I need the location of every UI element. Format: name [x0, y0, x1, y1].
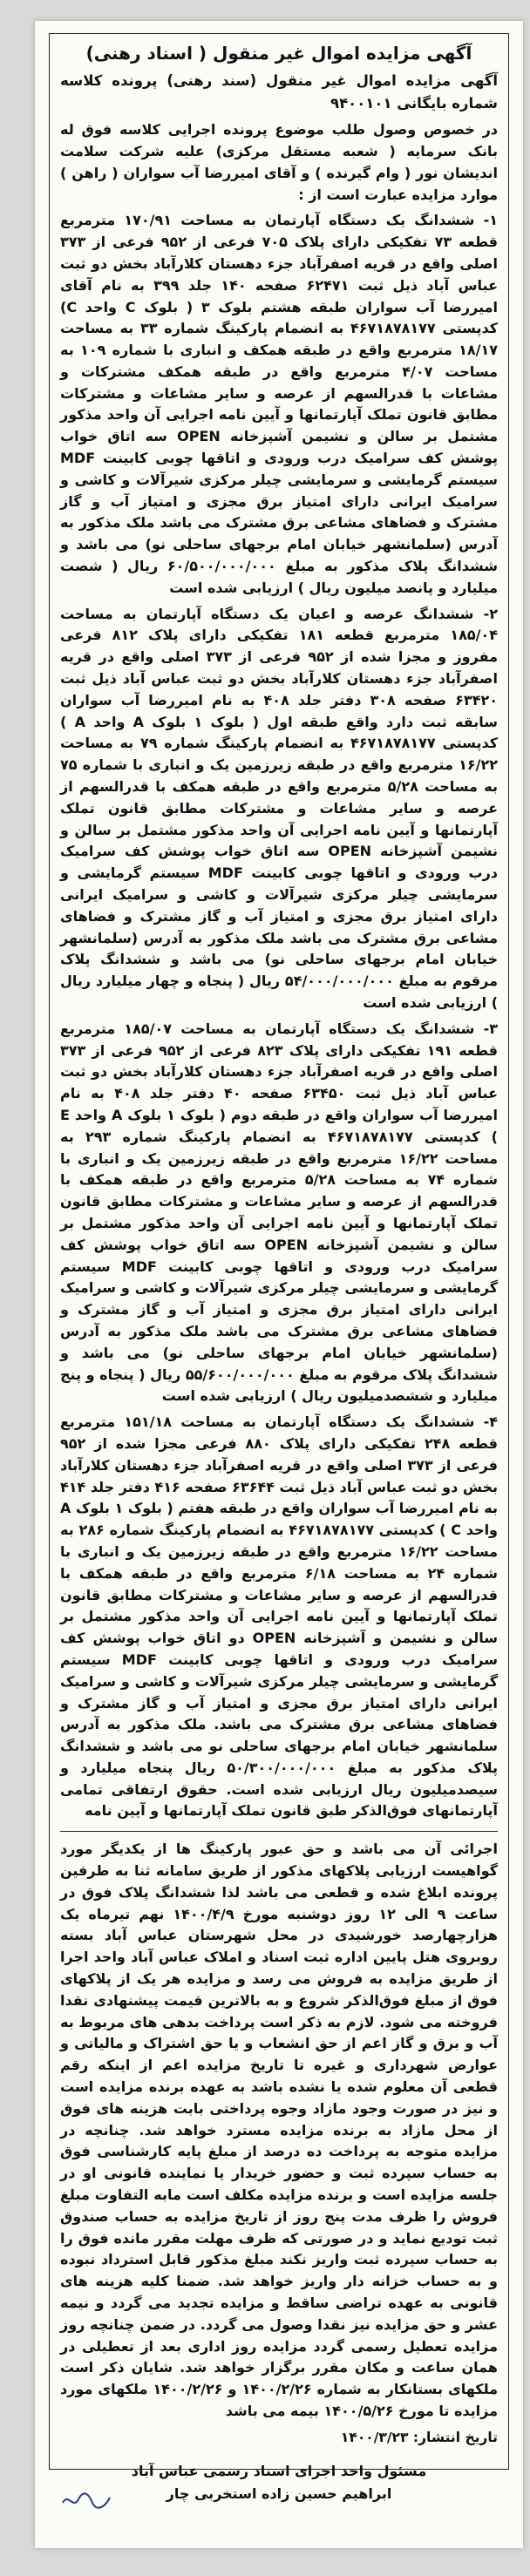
- auction-item-4: ۴- ششدانگ یک دستگاه آپارتمان به مساحت ۱۵۱/۱۸ مترمربع قطعه ۲۴۸ تفکیکی دارای پلاک ۸۸۰ فرعی مجزا شده از ۹۵۲ فرعی از ۳۷۳ اصلی واقع در قریه اصفرآباد جزء دهستان کلارآباد بخش دو ثبت عباس آباد ذیل ثبت ۶۳۶۴۴ صفحه ۴۱۶ دفتر جلد ۴۱۴ به نام امیررضا آب سواران واقع در طبقه هفتم ( بلوک ۱ بلوک A واحد C ) کدپستی ۴۶۷۱۸۷۸۱۷۷ به انضمام پارکینگ شماره ۲۸۶ به مساحت ۱۶/۲۲ مترمربع واقع در طبقه زیرزمین یک و انباری با شماره ۲۴ به مساحت ۶/۱۸ مترمربع واقع در طبقه همکف با قدرالسهم از عرصه و سایر مشاعات و مشترکات مطابق قانون تملک آپارتمانها و آیین نامه اجرایی آن واحد مذکور مشتمل بر سالن و نشیمن و آشپزخانه OPEN دو اتاق خواب پوشش کف سرامیک درب ورودی و اتاقها چوبی کابینت MDF سیستم گرمایشی و سرمایشی چیلر مرکزی شیرآلات و کاشی و سرامیک ایرانی دارای امتیاز برق مجزی و امتیاز آب و گاز مشترک و فضاهای مشاعی برق مشترک می باشد. ملک مذکور به آدرس سلمانشهر خیابان امام برجهای ساحلی نو می باشد و ششدانگ پلاک مذکور به مبلغ ۵۰/۳۰۰/۰۰۰/۰۰۰ ریال پنجاه میلیارد و سیصدمیلیون ریال ارزیابی شده است. حقوق ارتفاقی تمامی آپارتمانهای فوق‌الذکر طبق قانون تملک آپارتمانها و آیین نامه: [60, 1413, 499, 1820]
- newspaper-clipping: [35, 21, 523, 2548]
- publish-date-label: تاریخ انتشار:: [412, 2429, 498, 2445]
- auction-item-1: ۱- ششدانگ یک دستگاه آپارتمان به مساحت ۱۷۰/۹۱ مترمربع قطعه ۷۳ تفکیکی دارای پلاک ۷۰۵ فرعی از ۹۵۲ فرعی از ۳۷۳ اصلی واقع در قریه اصفرآباد جزء دهستان کلارآباد بخش دو ثبت عباس آباد ذیل ثبت ۶۲۴۷۱ صفحه ۱۴۰ جلد ۳۹۹ به نام آقای امیررضا آب سواران طبقه هشتم بلوک ۳ ( بلوک C واحد C) کدپستی ۴۶۷۱۸۷۸۱۷۷ به انضمام پارکینگ شماره ۳۳ به مساحت ۱۸/۱۷ مترمربع واقع در طبقه همکف و انباری با شماره ۱۰۹ به مساحت ۴/۰۷ مترمربع واقع در طبقه همکف مشترکات و مشاعات با قدرالسهم از عرصه و سایر مشاعات و مشترکات مطابق قانون تملک آپارتمانها و آیین نامه اجرایی آن واحد مذکور مشتمل بر سالن و نشیمن آشپزخانه OPEN سه اتاق خواب پوشش کف سرامیک درب ورودی و اتاقها چوبی کابینت MDF سیستم گرمایشی و سرمایشی چیلر مرکزی شیرآلات و کاشی و سرامیک ایرانی دارای امتیاز برق مجزی و امتیاز آب و گاز مشترک و فضاهای مشاعی برق مشترک می باشد ملک مذکور به آدرس (سلمانشهر خیابان امام برجهای ساحلی نو) می باشد و ششدانگ پلاک مذکور به مبلغ ۶۰/۵۰۰/۰۰۰/۰۰۰ ریال ( شصت میلیارد و پانصد میلیون ریال ) ارزیابی شده است: [60, 212, 499, 596]
- notice-title: آگهی مزایده اموال غیر منقول ( اسناد رهنی): [85, 43, 472, 64]
- auction-item-3: ۳- ششدانگ یک دستگاه آپارتمان به مساحت ۱۸۵/۰۷ مترمربع قطعه ۱۹۱ تفکیکی دارای پلاک ۸۲۳ فرعی از ۹۵۲ فرعی از ۳۷۳ اصلی واقع در قریه اصفرآباد جزء دهستان کلارآباد بخش دو ثبت عباس آباد ذیل ثبت ۶۳۴۵۰ صفحه ۴۰ دفتر جلد ۴۰۸ به نام امیررضا آب سواران واقع در طبقه دوم ( بلوک ۱ بلوک A واحد E ) کدپستی ۴۶۷۱۸۷۸۱۷۷ به انضمام پارکینگ شماره ۲۹۳ به مساحت ۱۶/۲۲ مترمربع واقع در طبقه زیرزمین یک و انباری با شماره ۷۴ به مساحت ۵/۲۸ مترمربع واقع در طبقه همکف با قدرالسهم از عرصه و سایر مشاعات و مشترکات مطابق قانون تملک آپارتمانها و آیین نامه اجرایی آن واحد مذکور مشتمل بر سالن و نشیمن آشپزخانه OPEN سه اتاق خواب پوشش کف سرامیک درب ورودی و اتاقها چوبی کابینت MDF سیستم گرمایشی و سرمایشی چیلر مرکزی شیرآلات و کاشی و سرامیک ایرانی دارای امتیاز برق مجزی و امتیاز آب و گاز مشترک و فضاهای مشاعی برق مشترک می باشد ملک مذکور به آدرس (سلمانشهر خیابان امام برجهای ساحلی نو) می باشد و ششدانگ پلاک مرقوم به مبلغ ۵۵/۶۰۰/۰۰۰/۰۰۰ ریال ( پنجاه و پنج میلیارد و ششصدمیلیون ریال ) ارزیابی شده است: [60, 1020, 499, 1405]
- handwritten-mark: [59, 2487, 120, 2513]
- auction-conditions: اجرائی آن می باشد و حق عبور پارکینگ ها از یکدیگر مورد گواهیست ارزیابی پلاکهای مذکور از طریق سامانه ثنا به طرفین پرونده ابلاغ شده و قطعی می باشد لذا ششدانگ پلاک فوق در ساعت ۹ الی ۱۲ روز دوشنبه مورخ ۱۴۰۰/۴/۹ نهم تیرماه یک هزارچهارصد خورشیدی در محل شهرستان عباس آباد بسته روبروی هتل پایین اداره ثبت اسناد و املاک عباس آباد واحد اجرا از طریق مزایده به فروش می رسد و مزایده هر یک از پلاکهای فوق از مبلغ فوق‌الذکر شروع و به بالاترین قیمت پیشنهادی نقدا فروخته می شود. لازم به ذکر است پرداخت بدهی های مربوط به آب و برق و گاز اعم از حق انشعاب و یا حق اشتراک و مالیاتی و عوارض شهرداری و غیره تا تاریخ مزایده اعم از اینکه رقم قطعی آن معلوم شده یا نشده باشد به عهده برنده مزایده است و نیز در صورت وجود مازاد وجوه پرداختی بابت هزینه های فوق از محل مازاد به برنده مزایده مسترد خواهد شد. چنانچه در مزایده متوجه به پرداخت ده درصد از مبلغ پایه کارشناسی فوق به حساب سپرده ثبت و حضور خریدار یا نماینده قانونی او در جلسه مزایده است و برنده مزایده مکلف است مابه التفاوت مبلغ فروش را ظرف مدت پنج روز از تاریخ مزایده به حساب صندوق ثبت تودیع نماید و در صورتی که ظرف مهلت مقرر مانده فوق را به حساب سپرده ثبت واریز نکند مبلغ مذکور قابل استرداد نبوده و به حساب خزانه دار واریز خواهد شد. ضمنا کلیه هزینه های قانونی به عهده تراضی ساقط و مزایده تجدید می گردد و نیمه عشر و حق مزایده نیز نقدا وصول می گردد. در ضمن چنانچه روز مزایده تعطیل رسمی گردد مزایده روز اداری بعد از تعطیلی در همان ساعت و مکان مقرر برگزار خواهد شد. شایان ذکر است ملکهای بستانکار به شماره ۱۴۰۰/۲/۲۶ و ۱۴۰۰/۲/۲۶ ملکهای مورد مزایده تا مورخ ۱۴۰۰/۵/۲۶ بیمه می باشد: [60, 1831, 498, 2423]
- signature-block: [60, 2460, 498, 2505]
- auction-item-2: ۲- ششدانگ عرصه و اعیان یک دستگاه آپارتمان به مساحت ۱۸۵/۰۴ مترمربع قطعه ۱۸۱ تفکیکی دارای پلاک ۸۱۲ فرعی مفروز و مجزا شده از ۹۵۲ فرعی از ۳۷۳ اصلی واقع در قریه اصفرآباد جزء دهستان کلارآباد بخش دو ثبت عباس آباد ذیل ثبت ۶۳۴۲۰ صفحه ۳۰۸ دفتر جلد ۴۰۸ به نام امیررضا آب سواران سابقه ثبت دارد واقع طبقه اول ( بلوک ۱ بلوک A واحد A ) کدپستی ۴۶۷۱۸۷۸۱۷۷ به انضمام پارکینگ شماره ۷۹ به مساحت ۱۶/۲۲ مترمربع واقع در طبقه زیرزمین یک و انباری با شماره ۷۵ به مساحت ۵/۲۸ مترمربع واقع در طبقه همکف با قدرالسهم از عرصه و سایر مشاعات و مشترکات مطابق قانون تملک آپارتمانها و آیین نامه اجرایی آن واحد مذکور مشتمل بر سالن و نشیمن آشپزخانه OPEN سه اتاق خواب پوشش کف سرامیک درب ورودی و اتاقها چوبی کابینت MDF سیستم گرمایشی و سرمایشی چیلر مرکزی شیرآلات و کاشی و سرامیک ایرانی دارای امتیاز برق مجزی و امتیاز آب و گاز مشترک و فضاهای مشاعی برق مشترک می باشد ملک مذکور به آدرس (سلمانشهر خیابان امام برجهای ساحلی نو) می باشد و ششدانگ پلاک مرقوم به مبلغ ۵۴/۰۰۰/۰۰۰/۰۰۰ ریال ( پنجاه و چهار میلیارد ریال ) ارزیابی شده است: [60, 605, 499, 1011]
- signature-name: ابراهیم حسین زاده استخربی چار: [166, 2484, 392, 2502]
- notice-subtitle: آگهی مزایده اموال غیر منقول (سند رهنی) پرونده کلاسه شماره بایگانی ۹۴۰۰۱۰۱: [60, 72, 498, 112]
- publish-date-line: [60, 2428, 498, 2448]
- publish-date: ۱۴۰۰/۳/۲۳: [340, 2429, 409, 2445]
- signature-title: مسئول واحد اجرای اسناد رسمی عباس آباد: [131, 2463, 427, 2480]
- auction-notice: [49, 33, 509, 2502]
- notice-intro: در خصوص وصول طلب موضوع پرونده اجرایی کلاسه فوق له بانک سرمایه ( شعبه مستقل مرکزی) علیه شرکت سلامت اندیشان نور ( وام گیرنده ) و آقای امیررضا آب سواران ( راهن ) موارد مزایده عبارت است از :: [60, 121, 498, 203]
